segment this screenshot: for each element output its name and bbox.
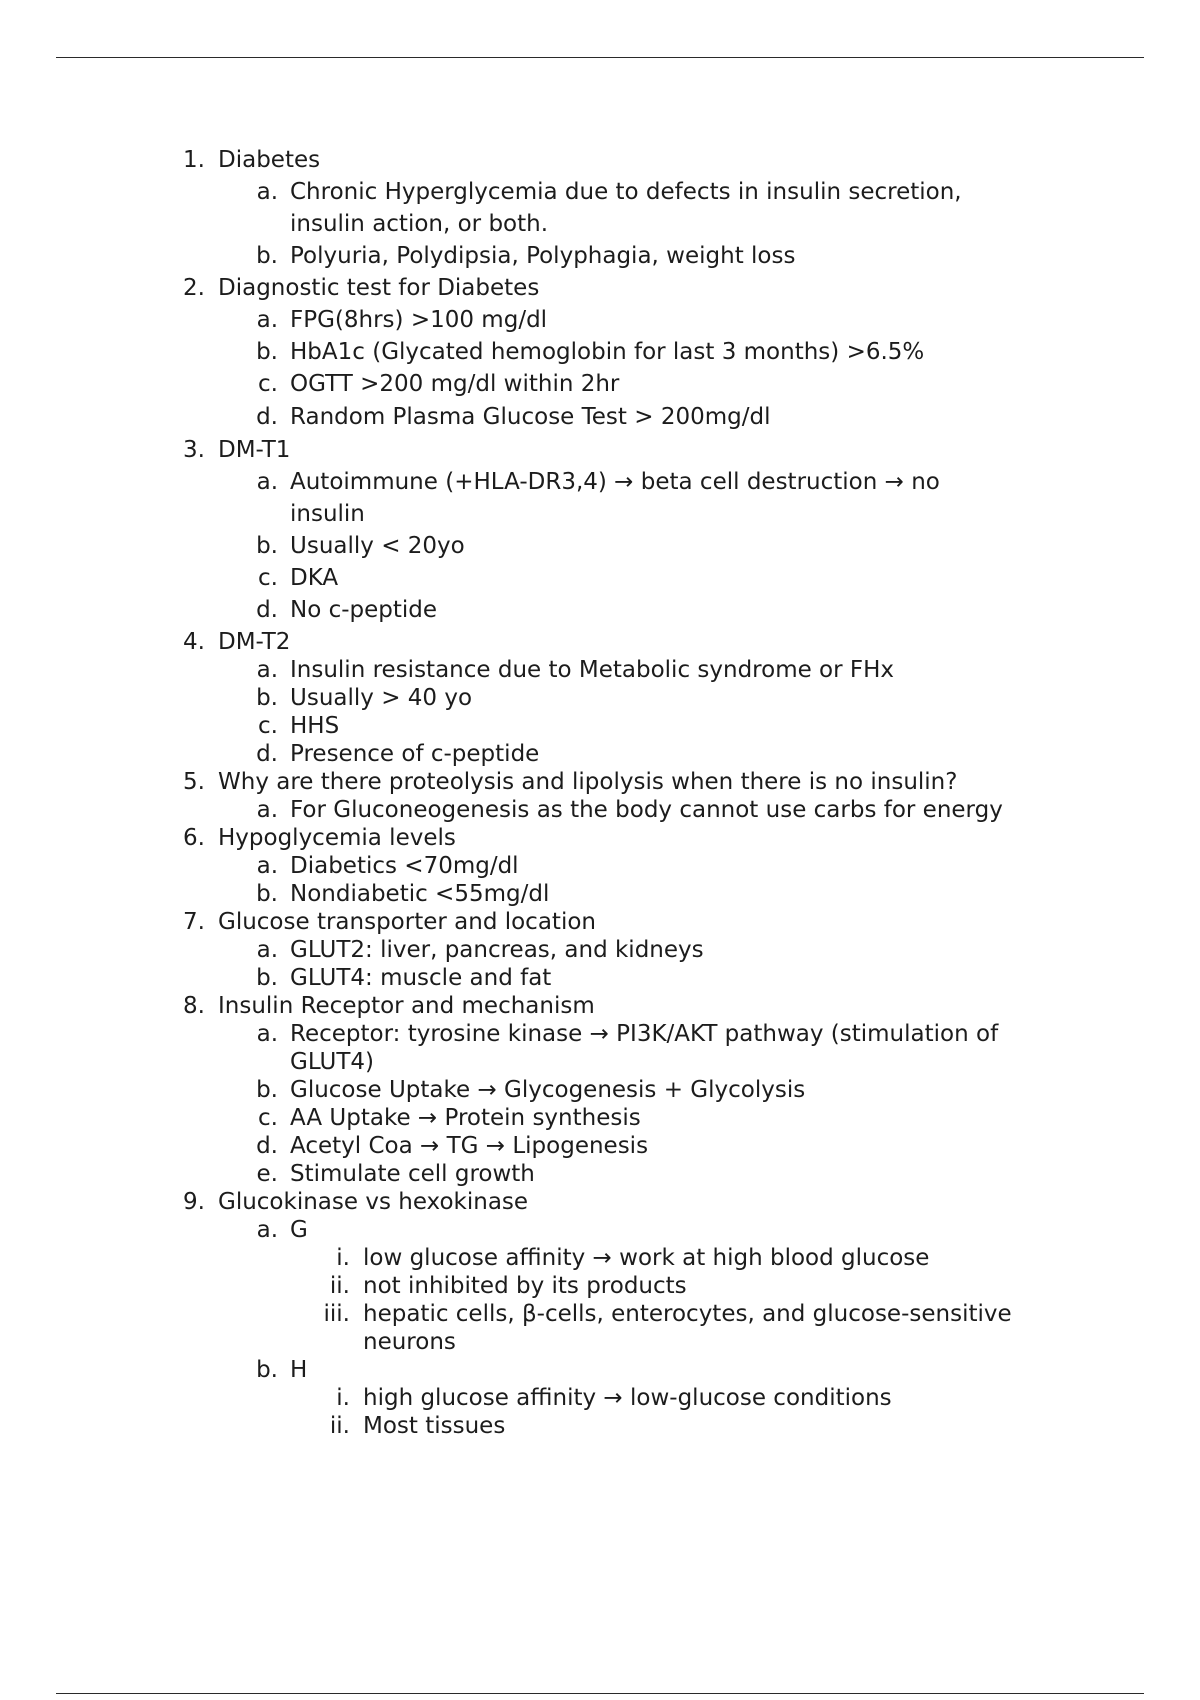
list-text: GLUT2: liver, pancreas, and kidneys xyxy=(290,937,704,963)
list-text: Why are there proteolysis and lipolysis when there is no insulin? xyxy=(218,769,958,795)
list-text: Polyuria, Polydipsia, Polyphagia, weight loss xyxy=(290,243,796,269)
list-marker: iii. xyxy=(323,1301,350,1327)
list-marker: d. xyxy=(256,597,278,623)
list-text: HbA1c (Glycated hemoglobin for last 3 months) >6.5% xyxy=(290,339,925,365)
list-marker: 7. xyxy=(183,909,205,935)
list-marker: d. xyxy=(256,404,278,430)
list-marker: c. xyxy=(258,565,278,591)
list-marker: a. xyxy=(256,469,278,495)
list-marker: 6. xyxy=(183,825,205,851)
list-text: Hypoglycemia levels xyxy=(218,825,456,851)
list-marker: 8. xyxy=(183,993,205,1019)
list-text: Diabetics <70mg/dl xyxy=(290,853,519,879)
list-text: HHS xyxy=(290,713,340,739)
list-text: Nondiabetic <55mg/dl xyxy=(290,881,550,907)
list-marker: a. xyxy=(256,179,278,205)
list-text: DM-T1 xyxy=(218,437,291,463)
list-text: Acetyl Coa → TG → Lipogenesis xyxy=(290,1133,649,1159)
list-marker: 3. xyxy=(183,437,205,463)
list-text: GLUT4: muscle and fat xyxy=(290,965,552,991)
list-marker: c. xyxy=(258,713,278,739)
list-marker: a. xyxy=(256,307,278,333)
list-text: Glucose Uptake → Glycogenesis + Glycolysis xyxy=(290,1077,806,1103)
list-text: Glucokinase vs hexokinase xyxy=(218,1189,529,1215)
list-marker: a. xyxy=(256,1021,278,1047)
list-marker: 9. xyxy=(183,1189,205,1215)
list-text: OGTT >200 mg/dl within 2hr xyxy=(290,371,620,397)
list-text: No c-peptide xyxy=(290,597,438,623)
list-text: high glucose affinity → low-glucose conditions xyxy=(363,1385,892,1411)
list-text: G xyxy=(290,1217,308,1243)
list-text: Glucose transporter and location xyxy=(218,909,596,935)
list-text: Usually < 20yo xyxy=(290,533,465,559)
list-marker: a. xyxy=(256,853,278,879)
list-marker: d. xyxy=(256,741,278,767)
list-marker: 5. xyxy=(183,769,205,795)
list-text: Most tissues xyxy=(363,1413,506,1439)
list-marker: a. xyxy=(256,1217,278,1243)
list-marker: b. xyxy=(256,965,278,991)
list-marker: b. xyxy=(256,533,278,559)
list-marker: 4. xyxy=(183,629,205,655)
list-text: Stimulate cell growth xyxy=(290,1161,535,1187)
list-text: Diabetes xyxy=(218,147,321,173)
list-marker: c. xyxy=(258,1105,278,1131)
list-text: hepatic cells, β-cells, enterocytes, and glucose-sensitive xyxy=(363,1301,1012,1327)
list-text: FPG(8hrs) >100 mg/dl xyxy=(290,307,548,333)
list-text: Receptor: tyrosine kinase → PI3K/AKT pathway (stimulation of xyxy=(290,1021,999,1047)
list-text: low glucose affinity → work at high blood glucose xyxy=(363,1245,930,1271)
list-text: For Gluconeogenesis as the body cannot use carbs for energy xyxy=(290,797,1003,823)
list-text: Insulin resistance due to Metabolic syndrome or FHx xyxy=(290,657,895,683)
list-marker: a. xyxy=(256,937,278,963)
list-text: insulin action, or both. xyxy=(290,211,549,237)
list-marker: 2. xyxy=(183,275,205,301)
list-text: GLUT4) xyxy=(290,1049,374,1075)
list-text: Usually > 40 yo xyxy=(290,685,473,711)
list-marker: e. xyxy=(256,1161,278,1187)
list-marker: b. xyxy=(256,685,278,711)
footer-rule xyxy=(56,1693,1144,1694)
list-text: Diagnostic test for Diabetes xyxy=(218,275,540,301)
list-marker: i. xyxy=(336,1385,350,1411)
list-text: insulin xyxy=(290,501,365,527)
list-text: H xyxy=(290,1357,308,1383)
list-marker: b. xyxy=(256,339,278,365)
list-marker: b. xyxy=(256,881,278,907)
list-marker: b. xyxy=(256,1077,278,1103)
list-marker: a. xyxy=(256,797,278,823)
list-text: Chronic Hyperglycemia due to defects in insulin secretion, xyxy=(290,179,962,205)
list-text: Presence of c-peptide xyxy=(290,741,540,767)
list-text: not inhibited by its products xyxy=(363,1273,687,1299)
list-marker: b. xyxy=(256,1357,278,1383)
list-marker: c. xyxy=(258,371,278,397)
list-text: neurons xyxy=(363,1329,456,1355)
list-marker: d. xyxy=(256,1133,278,1159)
list-marker: i. xyxy=(336,1245,350,1271)
list-text: DKA xyxy=(290,565,339,591)
list-text: Random Plasma Glucose Test > 200mg/dl xyxy=(290,404,771,430)
list-marker: 1. xyxy=(183,147,205,173)
list-text: Autoimmune (+HLA-DR3,4) → beta cell destruction → no xyxy=(290,469,940,495)
list-text: DM-T2 xyxy=(218,629,291,655)
header-rule xyxy=(56,57,1144,58)
list-marker: ii. xyxy=(329,1413,350,1439)
list-text: AA Uptake → Protein synthesis xyxy=(290,1105,641,1131)
list-marker: b. xyxy=(256,243,278,269)
list-marker: a. xyxy=(256,657,278,683)
list-text: Insulin Receptor and mechanism xyxy=(218,993,595,1019)
list-marker: ii. xyxy=(329,1273,350,1299)
